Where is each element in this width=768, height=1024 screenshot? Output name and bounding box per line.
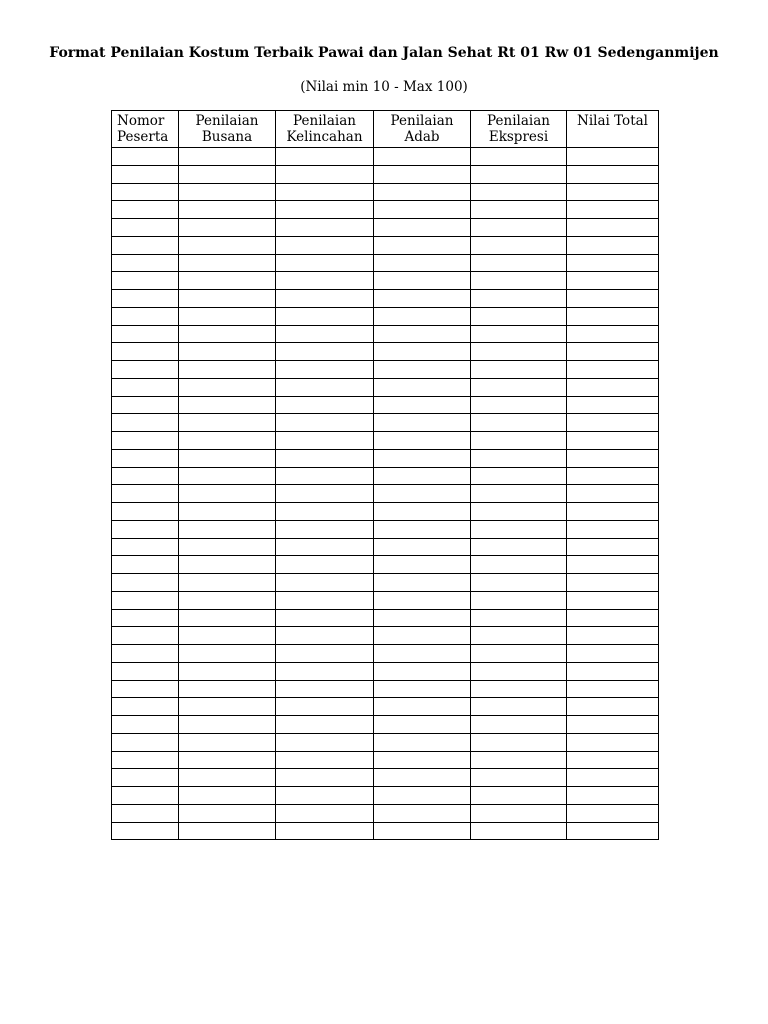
table-cell[interactable]	[471, 804, 567, 822]
table-cell[interactable]	[471, 219, 567, 237]
header-nilai-total	[567, 111, 659, 148]
table-cell[interactable]	[179, 325, 276, 343]
table-cell[interactable]	[471, 769, 567, 787]
table-cell[interactable]	[471, 272, 567, 290]
header-line: Adab	[404, 129, 440, 145]
table-cell[interactable]	[179, 236, 276, 254]
header-penilaian-busana	[179, 111, 276, 148]
table-cell[interactable]	[112, 556, 179, 574]
table-cell[interactable]	[276, 219, 374, 237]
table-cell[interactable]	[179, 769, 276, 787]
table-cell[interactable]	[567, 751, 659, 769]
table-row	[112, 236, 659, 254]
table-cell[interactable]	[374, 627, 471, 645]
table-cell[interactable]	[374, 822, 471, 840]
table-cell[interactable]	[567, 361, 659, 379]
table-cell[interactable]	[112, 591, 179, 609]
table-cell[interactable]	[276, 822, 374, 840]
table-row	[112, 219, 659, 237]
table-row	[112, 503, 659, 521]
table-cell[interactable]	[179, 290, 276, 308]
table-cell[interactable]	[179, 645, 276, 663]
table-cell[interactable]	[276, 165, 374, 183]
table-cell[interactable]	[471, 165, 567, 183]
table-cell[interactable]	[276, 325, 374, 343]
table-row	[112, 574, 659, 592]
table-cell[interactable]	[112, 148, 179, 166]
table-row	[112, 556, 659, 574]
table-cell[interactable]	[374, 520, 471, 538]
table-cell[interactable]	[374, 787, 471, 805]
table-cell[interactable]	[179, 503, 276, 521]
table-cell[interactable]	[276, 627, 374, 645]
table-cell[interactable]	[374, 183, 471, 201]
table-cell[interactable]	[471, 414, 567, 432]
header-row	[112, 111, 659, 148]
table-cell[interactable]	[567, 432, 659, 450]
table-cell[interactable]	[471, 716, 567, 734]
table-row	[112, 645, 659, 663]
table-cell[interactable]	[179, 733, 276, 751]
table-cell[interactable]	[276, 769, 374, 787]
header-line: Peserta	[117, 129, 169, 145]
table-row	[112, 254, 659, 272]
table-cell[interactable]	[471, 733, 567, 751]
table-cell[interactable]	[471, 520, 567, 538]
table-cell[interactable]	[567, 520, 659, 538]
table-cell[interactable]	[567, 414, 659, 432]
header-line: Ekspresi	[488, 129, 549, 145]
table-cell[interactable]	[567, 680, 659, 698]
header-line: Penilaian	[195, 113, 259, 129]
table-cell[interactable]	[471, 787, 567, 805]
table-cell[interactable]	[471, 449, 567, 467]
table-cell[interactable]	[567, 396, 659, 414]
page-title: Format Penilaian Kostum Terbaik Pawai dan Jalan Sehat Rt 01 Rw 01 Sedenganmijen	[49, 45, 719, 61]
table-cell[interactable]	[567, 449, 659, 467]
table-cell[interactable]	[276, 290, 374, 308]
table-row	[112, 307, 659, 325]
table-cell[interactable]	[112, 449, 179, 467]
table-cell[interactable]	[276, 751, 374, 769]
table-row	[112, 485, 659, 503]
table-row	[112, 680, 659, 698]
table-cell[interactable]	[276, 343, 374, 361]
table-row	[112, 716, 659, 734]
table-cell[interactable]	[276, 698, 374, 716]
table-cell[interactable]	[276, 201, 374, 219]
table-cell[interactable]	[374, 148, 471, 166]
table-cell[interactable]	[567, 556, 659, 574]
table-cell[interactable]	[112, 485, 179, 503]
table-cell[interactable]	[471, 485, 567, 503]
header-line: Busana	[201, 129, 253, 145]
table-cell[interactable]	[112, 609, 179, 627]
table-cell[interactable]	[276, 361, 374, 379]
table-cell[interactable]	[471, 467, 567, 485]
table-cell[interactable]	[374, 272, 471, 290]
table-cell[interactable]	[471, 627, 567, 645]
table-cell[interactable]	[374, 662, 471, 680]
table-cell[interactable]	[112, 733, 179, 751]
table-cell[interactable]	[179, 361, 276, 379]
table-cell[interactable]	[112, 272, 179, 290]
table-row	[112, 467, 659, 485]
table-cell[interactable]	[276, 662, 374, 680]
table-cell[interactable]	[567, 503, 659, 521]
table-cell[interactable]	[112, 627, 179, 645]
table-cell[interactable]	[179, 396, 276, 414]
table-cell[interactable]	[112, 680, 179, 698]
table-cell[interactable]	[112, 165, 179, 183]
table-cell[interactable]	[374, 680, 471, 698]
table-cell[interactable]	[567, 219, 659, 237]
table-cell[interactable]	[112, 716, 179, 734]
table-cell[interactable]	[567, 609, 659, 627]
table-cell[interactable]	[374, 343, 471, 361]
table-cell[interactable]	[567, 165, 659, 183]
table-row	[112, 449, 659, 467]
table-cell[interactable]	[374, 698, 471, 716]
table-cell[interactable]	[374, 378, 471, 396]
table-cell[interactable]	[276, 449, 374, 467]
table-cell[interactable]	[471, 378, 567, 396]
table-cell[interactable]	[567, 307, 659, 325]
table-cell[interactable]	[179, 556, 276, 574]
table-cell[interactable]	[276, 591, 374, 609]
table-cell[interactable]	[179, 627, 276, 645]
table-cell[interactable]	[112, 396, 179, 414]
table-cell[interactable]	[374, 538, 471, 556]
table-cell[interactable]	[374, 716, 471, 734]
table-row	[112, 769, 659, 787]
table-cell[interactable]	[374, 396, 471, 414]
table-cell[interactable]	[112, 325, 179, 343]
table-cell[interactable]	[471, 201, 567, 219]
table-cell[interactable]	[179, 804, 276, 822]
table-cell[interactable]	[112, 236, 179, 254]
page-subtitle: (Nilai min 10 - Max 100)	[300, 79, 468, 95]
table-cell[interactable]	[112, 361, 179, 379]
table-cell[interactable]	[276, 485, 374, 503]
table-cell[interactable]	[471, 503, 567, 521]
table-cell[interactable]	[179, 165, 276, 183]
table-cell[interactable]	[179, 343, 276, 361]
table-cell[interactable]	[567, 822, 659, 840]
table-cell[interactable]	[276, 307, 374, 325]
table-cell[interactable]	[276, 804, 374, 822]
table-cell[interactable]	[179, 449, 276, 467]
table-cell[interactable]	[374, 503, 471, 521]
table-cell[interactable]	[374, 591, 471, 609]
table-cell[interactable]	[112, 414, 179, 432]
table-row	[112, 325, 659, 343]
table-cell[interactable]	[112, 201, 179, 219]
header-line: Penilaian	[390, 113, 454, 129]
table-cell[interactable]	[112, 574, 179, 592]
table-cell[interactable]	[471, 290, 567, 308]
table-cell[interactable]	[374, 201, 471, 219]
table-cell[interactable]	[374, 325, 471, 343]
table-cell[interactable]	[276, 183, 374, 201]
table-cell[interactable]	[471, 183, 567, 201]
table-cell[interactable]	[276, 272, 374, 290]
table-cell[interactable]	[112, 343, 179, 361]
table-row	[112, 148, 659, 166]
table-cell[interactable]	[567, 591, 659, 609]
table-row	[112, 414, 659, 432]
table-cell[interactable]	[179, 307, 276, 325]
table-cell[interactable]	[374, 609, 471, 627]
table-row	[112, 822, 659, 840]
table-cell[interactable]	[374, 485, 471, 503]
table-cell[interactable]	[179, 485, 276, 503]
table-cell[interactable]	[112, 467, 179, 485]
table-cell[interactable]	[374, 769, 471, 787]
table-row	[112, 290, 659, 308]
table-row	[112, 272, 659, 290]
table-cell[interactable]	[567, 236, 659, 254]
table-cell[interactable]	[567, 627, 659, 645]
table-row	[112, 538, 659, 556]
table-cell[interactable]	[179, 414, 276, 432]
table-cell[interactable]	[471, 538, 567, 556]
table-cell[interactable]	[112, 751, 179, 769]
table-row	[112, 733, 659, 751]
table-cell[interactable]	[112, 645, 179, 663]
table-cell[interactable]	[567, 201, 659, 219]
table-cell[interactable]	[567, 148, 659, 166]
table-cell[interactable]	[567, 538, 659, 556]
table-cell[interactable]	[179, 432, 276, 450]
table-cell[interactable]	[276, 503, 374, 521]
table-row	[112, 520, 659, 538]
table-cell[interactable]	[179, 254, 276, 272]
table-cell[interactable]	[374, 733, 471, 751]
table-cell[interactable]	[276, 680, 374, 698]
header-nomor-peserta	[112, 111, 179, 148]
table-row	[112, 201, 659, 219]
table-cell[interactable]	[471, 751, 567, 769]
table-row	[112, 432, 659, 450]
table-cell[interactable]	[471, 556, 567, 574]
table-cell[interactable]	[276, 609, 374, 627]
table-cell[interactable]	[179, 591, 276, 609]
header-penilaian-adab	[374, 111, 471, 148]
table-cell[interactable]	[374, 556, 471, 574]
table-cell[interactable]	[179, 272, 276, 290]
table-cell[interactable]	[276, 538, 374, 556]
table-cell[interactable]	[567, 698, 659, 716]
table-cell[interactable]	[179, 787, 276, 805]
table-cell[interactable]	[471, 591, 567, 609]
table-cell[interactable]	[471, 148, 567, 166]
table-cell[interactable]	[276, 432, 374, 450]
table-cell[interactable]	[276, 396, 374, 414]
table-cell[interactable]	[179, 662, 276, 680]
table-cell[interactable]	[179, 378, 276, 396]
table-cell[interactable]	[179, 538, 276, 556]
table-cell[interactable]	[567, 787, 659, 805]
table-cell[interactable]	[567, 733, 659, 751]
table-cell[interactable]	[112, 804, 179, 822]
table-cell[interactable]	[567, 662, 659, 680]
header-penilaian-ekspresi	[471, 111, 567, 148]
table-cell[interactable]	[112, 769, 179, 787]
table-row	[112, 751, 659, 769]
table-cell[interactable]	[471, 662, 567, 680]
table-cell[interactable]	[567, 343, 659, 361]
table-cell[interactable]	[471, 822, 567, 840]
table-cell[interactable]	[276, 787, 374, 805]
table-cell[interactable]	[276, 378, 374, 396]
table-row	[112, 343, 659, 361]
table-row	[112, 396, 659, 414]
table-cell[interactable]	[112, 662, 179, 680]
table-cell[interactable]	[276, 645, 374, 663]
table-cell[interactable]	[276, 254, 374, 272]
table-cell[interactable]	[112, 432, 179, 450]
table-cell[interactable]	[567, 716, 659, 734]
table-row	[112, 698, 659, 716]
table-cell[interactable]	[276, 414, 374, 432]
table-row	[112, 183, 659, 201]
table-header	[112, 111, 659, 148]
header-line: Nilai Total	[577, 113, 648, 129]
table-body	[112, 148, 659, 840]
table-cell[interactable]	[374, 645, 471, 663]
table-row	[112, 609, 659, 627]
table-cell[interactable]	[179, 148, 276, 166]
table-cell[interactable]	[374, 414, 471, 432]
table-cell[interactable]	[374, 254, 471, 272]
table-cell[interactable]	[374, 467, 471, 485]
table-cell[interactable]	[471, 396, 567, 414]
table-cell[interactable]	[276, 733, 374, 751]
table-cell[interactable]	[374, 449, 471, 467]
table-cell[interactable]	[471, 645, 567, 663]
table-cell[interactable]	[471, 307, 567, 325]
table-cell[interactable]	[471, 325, 567, 343]
header-line: Kelincahan	[286, 129, 363, 145]
header-penilaian-kelincahan	[276, 111, 374, 148]
table-cell[interactable]	[276, 236, 374, 254]
table-row	[112, 804, 659, 822]
table-cell[interactable]	[471, 698, 567, 716]
table-cell[interactable]	[471, 236, 567, 254]
table-cell[interactable]	[567, 804, 659, 822]
table-row	[112, 591, 659, 609]
table-cell[interactable]	[276, 716, 374, 734]
table-cell[interactable]	[179, 716, 276, 734]
table-cell[interactable]	[374, 751, 471, 769]
table-cell[interactable]	[276, 467, 374, 485]
table-cell[interactable]	[179, 822, 276, 840]
table-cell[interactable]	[471, 680, 567, 698]
table-cell[interactable]	[112, 290, 179, 308]
table-cell[interactable]	[112, 787, 179, 805]
table-cell[interactable]	[567, 290, 659, 308]
table-cell[interactable]	[179, 680, 276, 698]
table-cell[interactable]	[374, 432, 471, 450]
table-cell[interactable]	[567, 325, 659, 343]
table-cell[interactable]	[276, 556, 374, 574]
table-cell[interactable]	[567, 378, 659, 396]
table-cell[interactable]	[567, 645, 659, 663]
table-cell[interactable]	[567, 183, 659, 201]
table-cell[interactable]	[374, 804, 471, 822]
table-cell[interactable]	[567, 485, 659, 503]
table-cell[interactable]	[179, 219, 276, 237]
table-cell[interactable]	[112, 378, 179, 396]
table-cell[interactable]	[112, 503, 179, 521]
table-cell[interactable]	[374, 290, 471, 308]
header-line: Nomor	[117, 113, 165, 129]
table-cell[interactable]	[112, 520, 179, 538]
table-cell[interactable]	[276, 574, 374, 592]
table-cell[interactable]	[179, 201, 276, 219]
table-row	[112, 662, 659, 680]
header-line: Penilaian	[293, 113, 356, 129]
header-line: Penilaian	[487, 113, 550, 129]
table-cell[interactable]	[471, 432, 567, 450]
table-cell[interactable]	[112, 822, 179, 840]
table-cell[interactable]	[374, 361, 471, 379]
table-cell[interactable]	[276, 148, 374, 166]
table-row	[112, 361, 659, 379]
table-cell[interactable]	[179, 574, 276, 592]
table-cell[interactable]	[179, 520, 276, 538]
table-row	[112, 165, 659, 183]
table-cell[interactable]	[567, 769, 659, 787]
table-cell[interactable]	[112, 254, 179, 272]
table-row	[112, 378, 659, 396]
table-cell[interactable]	[179, 183, 276, 201]
table-cell[interactable]	[374, 219, 471, 237]
table-cell[interactable]	[567, 467, 659, 485]
table-cell[interactable]	[374, 574, 471, 592]
table-cell[interactable]	[112, 183, 179, 201]
table-cell[interactable]	[471, 254, 567, 272]
table-cell[interactable]	[179, 751, 276, 769]
table-cell[interactable]	[179, 609, 276, 627]
table-cell[interactable]	[567, 254, 659, 272]
table-row	[112, 627, 659, 645]
table-cell[interactable]	[374, 307, 471, 325]
table-row	[112, 787, 659, 805]
table-cell[interactable]	[471, 574, 567, 592]
table-cell[interactable]	[471, 343, 567, 361]
table-cell[interactable]	[112, 307, 179, 325]
table-cell[interactable]	[179, 467, 276, 485]
table-cell[interactable]	[374, 165, 471, 183]
table-cell[interactable]	[374, 236, 471, 254]
score-table	[111, 110, 659, 840]
table-cell[interactable]	[471, 609, 567, 627]
table-cell[interactable]	[179, 698, 276, 716]
table-cell[interactable]	[112, 698, 179, 716]
table-cell[interactable]	[112, 219, 179, 237]
table-cell[interactable]	[471, 361, 567, 379]
table-cell[interactable]	[567, 272, 659, 290]
table-cell[interactable]	[276, 520, 374, 538]
table-cell[interactable]	[567, 574, 659, 592]
table-cell[interactable]	[112, 538, 179, 556]
